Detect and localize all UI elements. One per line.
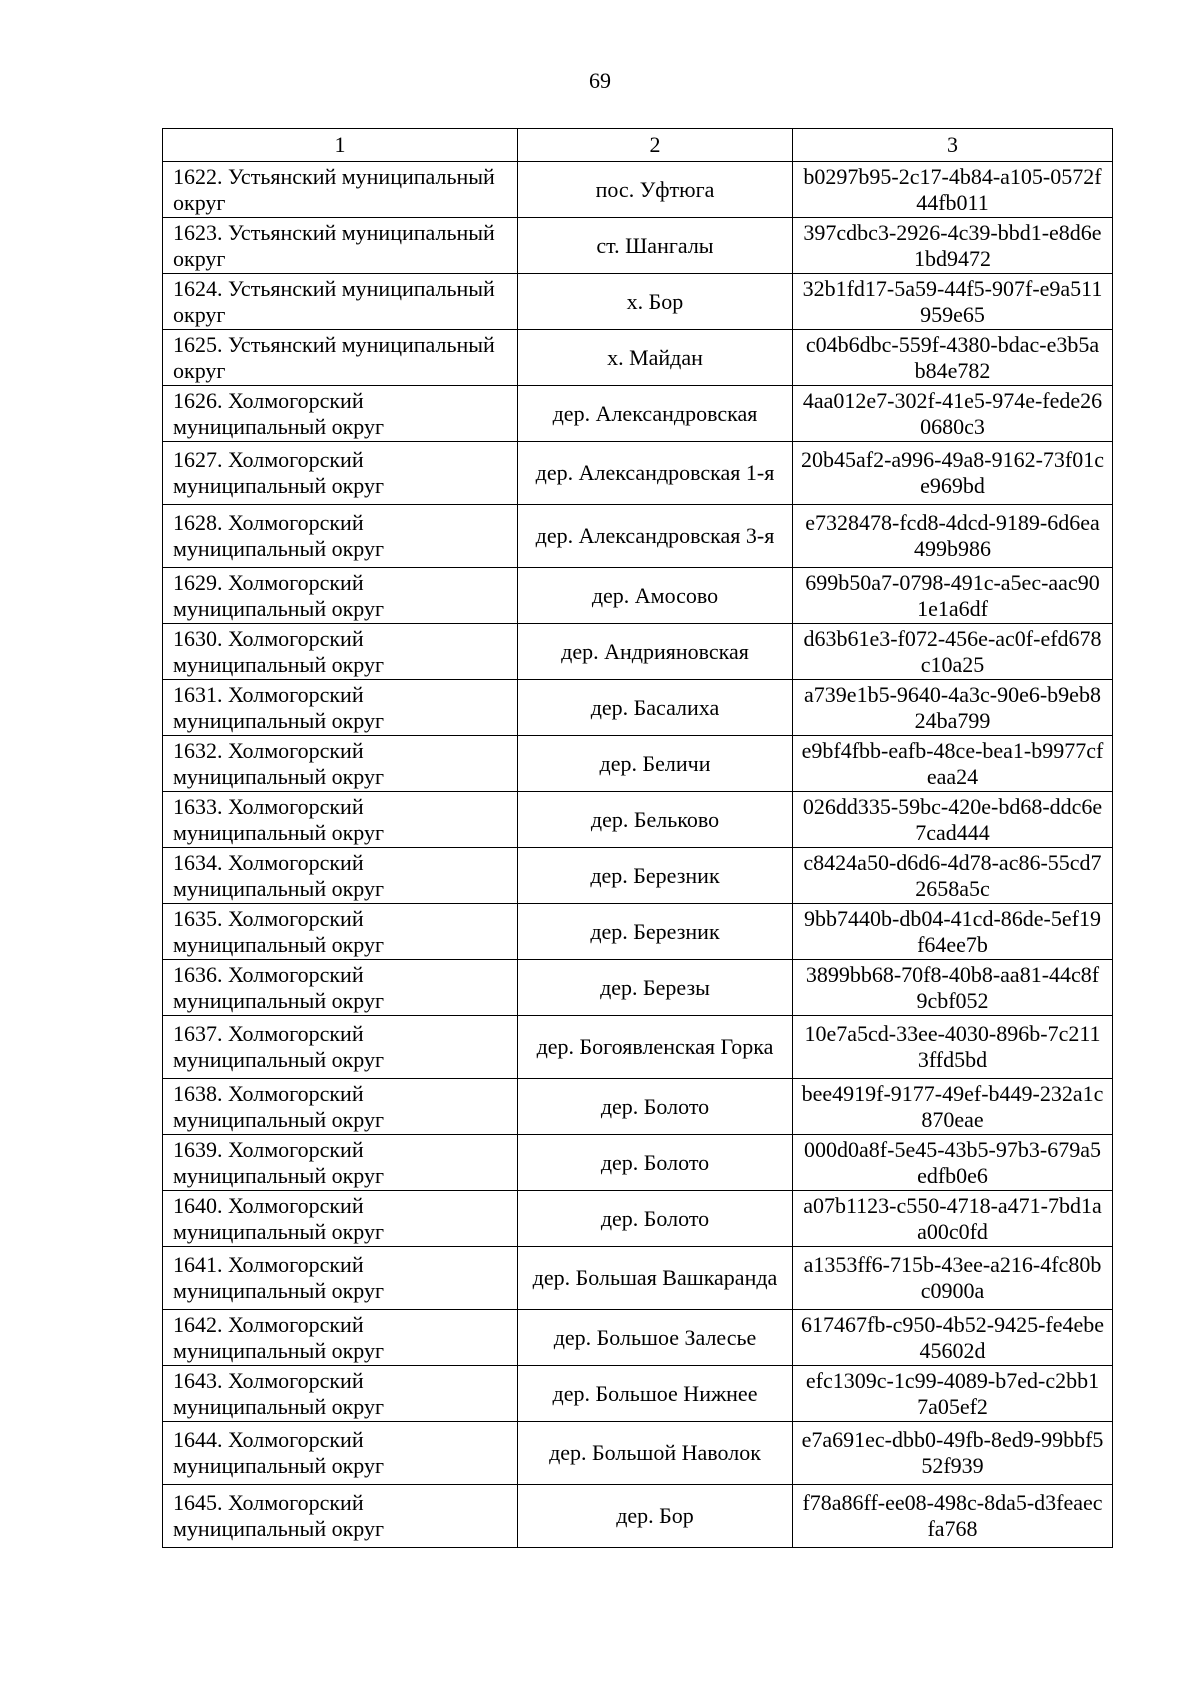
district-cell: 1641. Холмогорский муниципальный округ xyxy=(163,1247,518,1310)
code-cell: 617467fb-c950-4b52-9425-fe4ebe45602d xyxy=(793,1310,1113,1366)
settlement-cell: дер. Басалиха xyxy=(518,680,793,736)
district-cell: 1639. Холмогорский муниципальный округ xyxy=(163,1135,518,1191)
settlement-cell: дер. Березник xyxy=(518,848,793,904)
table-row xyxy=(163,792,1113,848)
settlement-cell: дер. Болото xyxy=(518,1135,793,1191)
table-row xyxy=(163,1135,1113,1191)
code-cell: bee4919f-9177-49ef-b449-232a1c870eae xyxy=(793,1079,1113,1135)
district-cell: 1635. Холмогорский муниципальный округ xyxy=(163,904,518,960)
table-row xyxy=(163,1016,1113,1079)
settlement-cell: дер. Александровская xyxy=(518,386,793,442)
code-cell: 10e7a5cd-33ee-4030-896b-7c2113ffd5bd xyxy=(793,1016,1113,1079)
settlement-cell: дер. Болото xyxy=(518,1191,793,1247)
code-cell: a739e1b5-9640-4a3c-90e6-b9eb824ba799 xyxy=(793,680,1113,736)
settlement-cell: дер. Березы xyxy=(518,960,793,1016)
district-cell: 1629. Холмогорский муниципальный округ xyxy=(163,568,518,624)
code-cell: f78a86ff-ee08-498c-8da5-d3feaecfa768 xyxy=(793,1485,1113,1548)
code-cell: c8424a50-d6d6-4d78-ac86-55cd72658a5c xyxy=(793,848,1113,904)
table-row xyxy=(163,274,1113,330)
code-cell: b0297b95-2c17-4b84-a105-0572f44fb011 xyxy=(793,162,1113,218)
code-cell: efc1309c-1c99-4089-b7ed-c2bb17a05ef2 xyxy=(793,1366,1113,1422)
district-cell: 1632. Холмогорский муниципальный округ xyxy=(163,736,518,792)
column-header-3: 3 xyxy=(793,129,1113,162)
district-cell: 1625. Устьянский муниципальный округ xyxy=(163,330,518,386)
settlement-cell: дер. Александровская 1-я xyxy=(518,442,793,505)
district-cell: 1624. Устьянский муниципальный округ xyxy=(163,274,518,330)
code-cell: d63b61e3-f072-456e-ac0f-efd678c10a25 xyxy=(793,624,1113,680)
table-row xyxy=(163,442,1113,505)
column-header-2: 2 xyxy=(518,129,793,162)
settlement-cell: дер. Бор xyxy=(518,1485,793,1548)
settlement-cell: дер. Амосово xyxy=(518,568,793,624)
code-cell: a1353ff6-715b-43ee-a216-4fc80bc0900a xyxy=(793,1247,1113,1310)
code-cell: 4aa012e7-302f-41e5-974e-fede260680c3 xyxy=(793,386,1113,442)
settlement-cell: дер. Большая Вашкаранда xyxy=(518,1247,793,1310)
settlement-cell: дер. Большое Залесье xyxy=(518,1310,793,1366)
table-row xyxy=(163,1310,1113,1366)
settlement-registry-table xyxy=(162,128,1113,1548)
code-cell: 32b1fd17-5a59-44f5-907f-e9a511959e65 xyxy=(793,274,1113,330)
table-row xyxy=(163,1366,1113,1422)
table-row xyxy=(163,680,1113,736)
district-cell: 1636. Холмогорский муниципальный округ xyxy=(163,960,518,1016)
district-cell: 1637. Холмогорский муниципальный округ xyxy=(163,1016,518,1079)
table-row xyxy=(163,624,1113,680)
table-row xyxy=(163,568,1113,624)
settlement-cell: пос. Уфтюга xyxy=(518,162,793,218)
page-number: 69 xyxy=(589,68,611,93)
settlement-cell: дер. Большое Нижнее xyxy=(518,1366,793,1422)
table-row xyxy=(163,505,1113,568)
table-row xyxy=(163,1191,1113,1247)
district-cell: 1633. Холмогорский муниципальный округ xyxy=(163,792,518,848)
table-header-row xyxy=(163,129,1113,162)
settlement-cell: дер. Большой Наволок xyxy=(518,1422,793,1485)
district-cell: 1630. Холмогорский муниципальный округ xyxy=(163,624,518,680)
district-cell: 1643. Холмогорский муниципальный округ xyxy=(163,1366,518,1422)
district-cell: 1631. Холмогорский муниципальный округ xyxy=(163,680,518,736)
table-row xyxy=(163,1422,1113,1485)
table-row xyxy=(163,960,1113,1016)
settlement-cell: дер. Беличи xyxy=(518,736,793,792)
district-cell: 1642. Холмогорский муниципальный округ xyxy=(163,1310,518,1366)
table-row xyxy=(163,1247,1113,1310)
code-cell: 20b45af2-a996-49a8-9162-73f01ce969bd xyxy=(793,442,1113,505)
settlement-cell: х. Майдан xyxy=(518,330,793,386)
settlement-cell: ст. Шангалы xyxy=(518,218,793,274)
table-row xyxy=(163,330,1113,386)
district-cell: 1628. Холмогорский муниципальный округ xyxy=(163,505,518,568)
settlement-cell: х. Бор xyxy=(518,274,793,330)
district-cell: 1638. Холмогорский муниципальный округ xyxy=(163,1079,518,1135)
table-row xyxy=(163,904,1113,960)
district-cell: 1622. Устьянский муниципальный округ xyxy=(163,162,518,218)
code-cell: 000d0a8f-5e45-43b5-97b3-679a5edfb0e6 xyxy=(793,1135,1113,1191)
table-row xyxy=(163,736,1113,792)
district-cell: 1645. Холмогорский муниципальный округ xyxy=(163,1485,518,1548)
code-cell: c04b6dbc-559f-4380-bdac-e3b5ab84e782 xyxy=(793,330,1113,386)
table-row xyxy=(163,386,1113,442)
settlement-cell: дер. Богоявленская Горка xyxy=(518,1016,793,1079)
table-row xyxy=(163,1485,1113,1548)
code-cell: e7328478-fcd8-4dcd-9189-6d6ea499b986 xyxy=(793,505,1113,568)
settlement-cell: дер. Андрияновская xyxy=(518,624,793,680)
district-cell: 1634. Холмогорский муниципальный округ xyxy=(163,848,518,904)
district-cell: 1623. Устьянский муниципальный округ xyxy=(163,218,518,274)
code-cell: e7a691ec-dbb0-49fb-8ed9-99bbf552f939 xyxy=(793,1422,1113,1485)
table-row xyxy=(163,162,1113,218)
code-cell: a07b1123-c550-4718-a471-7bd1aa00c0fd xyxy=(793,1191,1113,1247)
district-cell: 1627. Холмогорский муниципальный округ xyxy=(163,442,518,505)
column-header-1: 1 xyxy=(163,129,518,162)
code-cell: 3899bb68-70f8-40b8-aa81-44c8f9cbf052 xyxy=(793,960,1113,1016)
table-row xyxy=(163,1079,1113,1135)
table-row xyxy=(163,218,1113,274)
code-cell: 026dd335-59bc-420e-bd68-ddc6e7cad444 xyxy=(793,792,1113,848)
settlement-cell: дер. Александровская 3-я xyxy=(518,505,793,568)
district-cell: 1640. Холмогорский муниципальный округ xyxy=(163,1191,518,1247)
district-cell: 1626. Холмогорский муниципальный округ xyxy=(163,386,518,442)
table-body xyxy=(163,162,1113,1548)
code-cell: e9bf4fbb-eafb-48ce-bea1-b9977cfeaa24 xyxy=(793,736,1113,792)
settlement-cell: дер. Бельково xyxy=(518,792,793,848)
district-cell: 1644. Холмогорский муниципальный округ xyxy=(163,1422,518,1485)
code-cell: 9bb7440b-db04-41cd-86de-5ef19f64ee7b xyxy=(793,904,1113,960)
code-cell: 397cdbc3-2926-4c39-bbd1-e8d6e1bd9472 xyxy=(793,218,1113,274)
settlement-cell: дер. Болото xyxy=(518,1079,793,1135)
settlement-cell: дер. Березник xyxy=(518,904,793,960)
table-row xyxy=(163,848,1113,904)
code-cell: 699b50a7-0798-491c-a5ec-aac901e1a6df xyxy=(793,568,1113,624)
